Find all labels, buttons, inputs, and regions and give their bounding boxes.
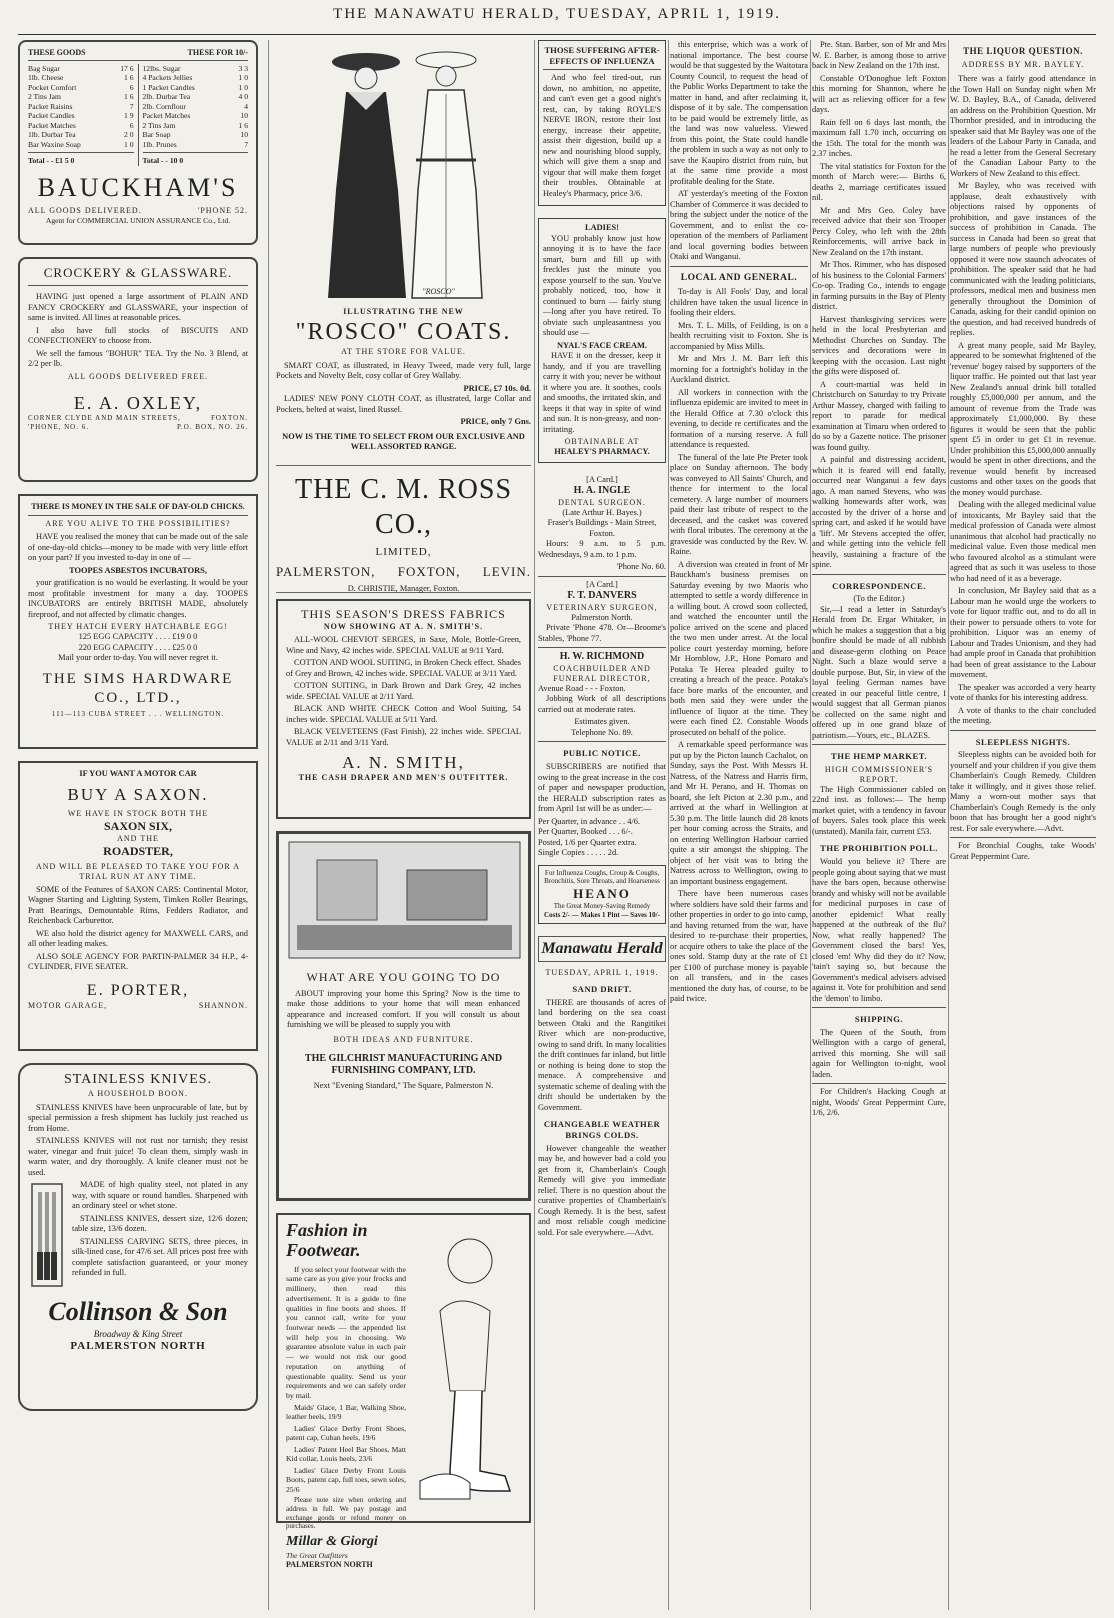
nyal-product: NYAL'S FACE CREAM. [556,340,648,350]
richmond-card [538,651,666,738]
smith-item: COTTON AND WOOL SUITING, in Broken Check effect. Shades of Grey and Brown, 42 inches wide. SPECIAL VALUE at 3/11 Yard. [286,658,521,678]
article-text: Pte. Stan. Barber, son of Mr and Mrs W. E. Barber, is among those to arrive back in New Zealand on the 17th inst. [812,40,946,70]
article-text: A diversion was created in front of Mr Bauckham's business premises on Saturday evening by two Maoris who attempted to settle a wordy difference in a willing bout. A crowd soon collected, and watched the encounter until the police arrived on the scene and placed the two men under arrest. At the local police court yesterday morning, before Mr Hornblow, J.P., Hone Pomaro and Potaka Te Herea pleaded guilty to creating a breach of the peace. Potaka's face bore marks of the encounter, and both men said they were under the influence of liquor at the time. They were each fined £2. Constable Woods prosecuted on behalf of the police. [670,559,808,737]
rosco-text: LADIES' NEW PONY CLOTH COAT, as illustrated, large Collar and Pockets, belted at waist, lined Russel. [276,394,531,414]
price-value: 1 6 [124,92,134,102]
millar-text: If you select your footwear with the same care as you give your frocks and millinery, then read this advertisement. It is a guide to fine qualities in fine boots and shoes. If you cannot call, write for your footwear needs — the appended list will help you in choosing. We guarantee absolute value in each pair — we would not risk our good reputation on anything of questionable quality. Send us your requirements and we can safely order by mail. [286,1264,406,1401]
notice-rate: Per Quarter, Booked . . . 6/-. [538,827,633,837]
article-text: The High Commissioner cabled on 22nd inst. as follows:— The hemp market quiet, with a tendency in favour of buyers. Sales took place this week (unstated). Manila fair, current £53. [812,784,946,836]
danvers-phone: Private 'Phone 478. Or—Broome's Stables, 'Phone 77. [538,623,666,643]
sims-text: your gratification is no would be everlasting. It would be your most profitable investment for many a day. TOOPES INCUBATORS are entirely BRITISH MADE, absolutely fireproof, and not affected by climatic changes. [28,578,248,619]
millar-address: PALMERSTON NORTH [286,1560,373,1570]
article-text: A painful and distressing accident, which it is feared will end fatally, occurred near Wanganui a few days ago. A man named Stevens, who was walking homewards after work, was accosted by the driver of a horse and spring cart, and asked if he would have a 'lift'. Mr Stevens accepted the offer, and while getting into the vehicle fell heavily, sustaining a fracture of the spine. [812,455,946,569]
sims-product: TOOPES ASBESTOS INCUBATORS, [69,565,207,575]
price-value: 4 0 [238,92,248,102]
article-text: Mr and Mrs Geo. Coley have received advice that their son Trooper Percy Coley, who left with the 28th Reinforcements, will arrive back in New Zealand on the 17th instant. [812,205,946,257]
gilchrist-text: ABOUT improving your home this Spring? Now is the time to make those additions to your home that will mean enhanced appearance and increased comfort. If you will consult us about furnishing we will be pleased to supply you with [287,988,520,1029]
article-text: Mr and Mrs J. M. Barr left this morning for a fortnight's holiday in the Auckland district. [670,354,808,385]
sleepless-head: SLEEPLESS NIGHTS. [975,736,1071,747]
column-4 [670,40,808,1610]
richmond-estimates: Estimates given. [574,717,630,727]
bauckham-total-left: Total - - £1 5 0 [28,156,75,166]
price-item: 2 Tins Jam [142,120,176,130]
price-item: Packet Matches [28,120,76,130]
porter-trial: AND WILL BE PLEASED TO TAKE YOU FOR A TRIAL RUN AT ANY TIME. [35,861,241,881]
article-text: Sir,—I read a letter in Saturday's Herald from Dr. Ergar Whitaker, in which he makes a suggestion that a big bonfire should be made of all rubbish and disease-germ clothing on Peace Night. Such a blaze would serve a double purpose. But, Sir, in view of the loyal feeling German names have created in our peaceful little centre, I would suggest that all German pianos be collected on the same night and offered up in one grand blaze of patriotism.—Yours, etc., BLAZES. [812,604,946,740]
price-value: 1 0 [238,73,248,83]
paper-title: Manawatu Herald [538,936,666,962]
richmond-name: H. W. RICHMOND [559,651,645,663]
hemp-sub: HIGH COMMISSIONER'S REPORT. [824,764,934,784]
danvers-name: F. T. DANVERS [567,590,637,602]
column-3 [538,40,666,1610]
ingle-address: Fraser's Buildings - Main Street, Foxton. [547,518,657,538]
smith-ad [276,599,531,819]
price-item: 1lb. Cheese [28,73,64,83]
smith-item: BLACK VELVETEENS (Fast Finish), 22 inches wide. SPECIAL VALUE at 2/11 and 3/11 Yard. [286,727,521,747]
price-item: Bag Sugar [28,64,60,73]
smith-item: ALL-WOOL CHEVIOT SERGES, in Saxe, Mole, Bottle-Green, Wine and Navy, 42 inches wide. SPECIAL VALUE at 9/11 Yard. [286,635,521,655]
porter-text: WE also hold the district agency for MAXWELL CARS, and all other leading makes. [28,928,248,949]
price-item: 4 Packets Jellies [142,73,193,83]
smith-title: THIS SEASON'S DRESS FABRICS [301,607,506,621]
column-rule [534,40,535,1610]
ingle-card [538,475,666,573]
oxley-title: CROCKERY & GLASSWARE. [28,265,248,286]
ross-manager: D. CHRISTIE, Manager, Foxton. [347,584,460,593]
sand-drift-head: SAND DRIFT. [572,983,632,994]
article-text: All workers in connection with the influenza epidemic are invited to meet in the Herald Office at 7.30 o'clock this evening, to decide re certificates and the formation of a nursing reserve. A full attendance is requested. [670,387,808,450]
furniture-illustration [287,840,522,960]
bauckham-total-right: Total - - 10 0 [142,156,184,166]
article-text: To-day is All Fools' Day, and local children have taken the usual licence in fooling their elders. [670,287,808,318]
richmond-title: COACHBUILDER AND FUNERAL DIRECTOR, [553,663,651,683]
danvers-card [538,580,666,645]
article-text: The Queen of the South, from Wellington with a cargo of general, arrived this morning. She will sail again for Wellington to-night, wool laden. [812,1027,946,1079]
oxley-text: We sell the famous "BOHUR" TEA. Try the No. 3 Blend, at 2/2 per lb. [28,348,248,369]
ross-town: PALMERSTON, [276,563,376,579]
price-value: 6 [129,82,134,92]
smith-name: A. N. SMITH, [342,753,465,772]
millar-item: Ladies' Patent Heel Bar Shoes, Matt Kid collar, Louis heels, 23/6 [286,1444,406,1464]
collinson-text: STAINLESS KNIVES, dessert size, 12/6 dozen; table size, 13/6 dozen. [72,1213,248,1233]
millar-name: Millar & Giorgi [286,1534,378,1550]
price-value: 3 3 [238,64,248,73]
collinson-title: STAINLESS KNIVES. [63,1072,213,1087]
nyal-ad [538,218,666,463]
article-text: A court-martial was held in Christchurch on Saturday to try Private Arthur Massey, charged with failing to report to parade for medical examination at Timaru when ordered to do so by a Gazette notice. The prisoner was found guilty. [812,379,946,452]
boot-illustration [410,1221,520,1511]
masthead-rule [18,34,1096,35]
bauckham-head-right: THESE FOR 10/- [187,48,248,57]
millar-item: Ladies' Glace Derby Front Shoes, patent cap, Cuban heels, 19/6 [286,1423,406,1443]
gilchrist-address: Next "Evening Standard," The Square, Palmerston N. [313,1080,494,1090]
price-item: 2lb. Durbar Tea [142,92,191,102]
bauckham-left-list [28,64,134,166]
nyal-obtain: OBTAINABLE AT [564,437,640,447]
price-item: 1 Packet Candles [142,82,195,92]
article-text: The vital statistics for Foxton for the month of March were:— Births 6, deaths 2, marriage certificates issued nil. [812,161,946,202]
smith-item: BLACK AND WHITE CHECK Cotton and Wool Suiting, 54 inches wide. SPECIAL VALUE at 5/11 Yard. [286,704,521,724]
article-text: Sleepless nights can be avoided both for yourself and your children if you give them Chamberlain's Cough Remedy. Children take it willingly, and it gives those relief. Many a worn-out mother says that Chamberlain's Cough Remedy is the only boon that has brought her a good night's rest. For sale everywhere.—Advt. [950,750,1096,833]
bauckham-phone: 'PHONE 52. [197,206,248,216]
ross-town: FOXTON, [397,563,461,579]
article-text: A remarkable speed performance was put up by the Picton launch Cachalot, on Sunday, says the Post. With Messrs H. Natress, of the Natress and Harris firm, and Mr H. Perano, and H. Thomas on board, she left Picton at 2.30 p.m., and arrived at the wharf in Wellington at 5.30 p.m. The little launch did 28 knots per hour coming across the Straits, and on entering Wellington Harbour carried quite a stir amongst the shipping. The object of her visit was to bring the Natress across to Wellington, owing to an important business engagement. [670,740,808,886]
local-general-head: LOCAL AND GENERAL. [680,272,798,283]
price-item: Bar Waxine Soap [28,139,81,149]
liquor-sub: ADDRESS BY MR. BAYLEY. [961,60,1085,70]
heano-brand: HEANO [573,886,631,902]
price-item: 12lbs. Sugar [142,64,181,73]
richmond-text: Jobbing Work of all descriptions carried out at moderate rates. [538,694,666,714]
coat-illustration [276,40,531,305]
royle-title: THOSE SUFFERING AFTER-EFFECTS OF INFLUENZA [544,45,660,66]
article-text: For Bronchial Coughs, take Woods' Great Peppermint Cure. [950,841,1096,861]
millar-item: Ladies' Glace Derby Front Louis Boots, patent cap, full toes, sewn soles, 25/6 [286,1465,406,1494]
notice-text: SUBSCRIBERS are notified that owing to the great increase in the cost of paper and newspaper production, the HERALD subscription rates as from April 1st will be as under:— [538,762,666,814]
porter-ad [18,761,258,1051]
nyal-shop: HEALEY'S PHARMACY. [554,447,650,457]
price-item: Packet Matches [142,111,191,121]
millar-note: Please note size when ordering and address in full. We pay postage and exchange goods or refund money on purchases. [286,1496,406,1531]
collinson-address: Broadway & King Street [93,1328,183,1339]
sims-ad [18,494,258,749]
porter-town: SHANNON. [198,1000,248,1010]
porter-garage: MOTOR GARAGE, [28,1000,108,1010]
collinson-text: STAINLESS KNIVES will not rust nor tarnish; they resist water, vinegar and fruit juice! To clean them, simply wash in warm water, and dry thoroughly. A knife cleaner must not be used. [28,1136,248,1177]
danvers-address: Palmerston North. [571,612,633,622]
sims-capacity: 220 EGG CAPACITY . . . . £25 0 0 [78,642,198,652]
column-rule [810,40,811,1610]
ross-limited: LIMITED, [375,546,432,558]
ingle-hours: Hours: 9 a.m. to 5 p.m. Wednesdays, 9 a.m. to 1 p.m. [538,539,666,559]
liquor-head: THE LIQUOR QUESTION. [963,46,1083,56]
oxley-delivered: ALL GOODS DELIVERED FREE. [67,371,209,381]
column-rule [268,40,269,1610]
ross-name: THE C. M. ROSS CO., [294,474,513,540]
oxley-box: P.O. BOX, NO. 26. [176,423,248,431]
millar-tag: The Great Outfitters [286,1550,348,1560]
oxley-text: I also have full stocks of BISCUITS AND CONFECTIONERY to choose from. [28,325,248,346]
price-value: 1 6 [124,73,134,83]
oxley-address: CORNER CLYDE AND MAIN STREETS, [28,414,181,423]
oxley-ad [18,257,258,482]
millar-ad [276,1213,531,1570]
sims-capacity: 125 EGG CAPACITY . . . . £19 0 0 [78,632,198,642]
gilchrist-title: WHAT ARE YOU GOING TO DO [306,969,501,984]
paper-date: TUESDAY, APRIL 1, 1919. [545,967,659,977]
smith-item: COTTON SUITING, in Dark Brown and Dark Grey, 42 inches wide. SPECIAL VALUE at 2/11 Yard. [286,681,521,701]
millar-item: Maids' Glace, 1 Bar, Walking Shoe, leather heels, 19/9 [286,1402,406,1422]
column-6 [950,40,1096,1610]
porter-roadster: ROADSTER, [103,843,173,858]
price-item: Packet Raisins [28,101,73,111]
nyal-title: LADIES! [585,223,619,233]
price-item: 1lb. Durbar Tea [28,130,76,140]
article-text: For Children's Hacking Cough at night, Woods' Great Peppermint Cure, 1/6, 2/6. [812,1087,946,1118]
sims-guarantee: THEY HATCH EVERY HATCHABLE EGG! [48,622,228,632]
collinson-text: MADE of high quality steel, not plated in any way, with square or round handles. Sharpened with an ordinary steel or whet stone. [72,1180,248,1210]
masthead: THE MANAWATU HERALD, TUESDAY, APRIL 1, 1919. [333,6,781,22]
price-value: 1 6 [238,120,248,130]
bauckham-head-left: THESE GOODS [28,48,86,57]
article-text: A great many people, said Mr Bayley, appeared to be somewhat frightened of the 'revenue' bogey raised by supporters of the liquor traffic. He pointed out that last year New Zealand's annual drink bill totalled roughly £5,000,000 per annum, and the amount of revenue from the Trade was approximately £1,000,000. By these figures it would be seen that the public spent £5 in order to get £1 in revenue. Under prohibition this £5,000,000 annually would be spent in other directions, and the revenue would benefit by increased customs and other taxes on the goods that the money would purchase. [950,340,1096,497]
sims-text: HAVE you realised the money that can be made out of the sale of one-day-old chicks—money to be made with very little effort on your part? If you invested to-day in one of — [28,532,248,563]
rosco-illustrating: ILLUSTRATING THE NEW [343,306,464,316]
heano-text: Costs 2/- — Makes 1 Pint — Saves 10/- [544,911,660,920]
ingle-phone: 'Phone No. 60. [616,562,666,572]
ross-ad [276,472,531,593]
rosco-title: "ROSCO" COATS. [295,318,512,345]
porter-stock: WE HAVE IN STOCK BOTH THE [67,808,209,818]
article-text: There have been numerous cases where soldiers have sold their farms and other properties in order to go into camp, and having returned from the war, have desired to re-purchase their properties, or acquire others to take the place of the ones sold. Stamp duty at the rate of £1 per £100 of purchase money is payable on all transfers, and in the cases mentioned the duty has, of course, to be paid twice. [670,889,808,1004]
column-5 [812,40,946,1610]
porter-name: E. PORTER, [86,981,190,999]
collinson-sub: A HOUSEHOLD BOON. [88,1088,188,1098]
price-value: 7 [244,139,248,149]
rosco-ad [276,40,531,466]
ingle-name: H. A. INGLE [573,485,631,497]
price-value: 7 [129,101,134,111]
price-value: 10 [240,111,248,121]
column-2 [276,40,531,1610]
gilchrist-both: BOTH IDEAS AND FURNITURE. [333,1034,474,1044]
collinson-text: STAINLESS CARVING SETS, three pieces, in silk-lined case, for 47/6 set. All prices post free with complete satisfaction guaranteed, or your money refunded in full. [72,1236,248,1277]
price-value: 17 6 [120,64,134,73]
smith-sub: NOW SHOWING AT A. N. SMITH'S. [323,622,484,631]
porter-text: ALSO SOLE AGENCY FOR PARTIN-PALMER 34 H.P., 4-CYLINDER, FIVE SEATER. [28,951,248,972]
price-value: 6 [129,120,134,130]
porter-and: AND THE [117,833,159,843]
danvers-card-label: [A Card.] [586,579,618,589]
hemp-head: THE HEMP MARKET. [831,751,927,762]
correspondence-head: CORRESPONDENCE. [832,580,926,591]
smith-tag: THE CASH DRAPER AND MEN'S OUTFITTER. [298,773,509,783]
rosco-sub: AT THE STORE FOR VALUE. [341,346,466,356]
column-rule [668,40,669,1610]
ingle-late: (Late Arthur H. Bayes.) [562,507,642,517]
column-rule [948,40,949,1610]
nyal-text: YOU probably know just how annoying it is to have the face smart, burn and fill up with freckles just the minute you expose yourself to the sun. You've probably noticed, too, how it continued to burn — fairly stung—long after you have retired. To obviate such unpleasantness you should use — [543,233,661,338]
oxley-name: E. A. OXLEY, [73,392,203,413]
price-item: 1lb. Prunes [142,139,177,149]
oxley-town: FOXTON. [210,414,248,423]
notice-title: PUBLIC NOTICE. [563,748,641,759]
rosco-text: SMART COAT, as illustrated, in Heavy Tweed, made very full, large Pockets and Novelty Belt, cosy collar of Grey Wallaby. [276,360,531,380]
gilchrist-ad [276,831,531,1201]
knives-illustration [28,1180,66,1290]
sims-sub: ARE YOU ALIVE TO THE POSSIBILITIES? [45,519,231,529]
sand-drift-text: THERE are thousands of acres of land bordering on the sea coast between Otaki and the Rangitikei River which are non-productive, owing to sand drift. In many localities the drift continues far inland, but little or nothing is being done to stop the menace. A comprehensive and systematic scheme of dealing with the drift should be undertaken by the Government. [538,997,666,1112]
rosco-caption: "ROSCO" [422,286,455,296]
richmond-phone: Telephone No. 89. [571,727,633,737]
bauckham-right-list [138,64,249,166]
prohibition-head: THE PROHIBITION POLL. [820,843,938,854]
royle-ad [538,40,666,206]
porter-text: SOME of the Features of SAXON CARS: Continental Motor, Wagner Starting and Lighting System, Timken Roller Bearings, Pratt Bearings, Demountable Rims, Fedders Radiator, and Reichenback Carburettor. [28,884,248,926]
sims-mail: Mail your order to-day. You will never regret it. [58,653,218,663]
bauckham-ad [18,40,258,245]
heano-text: The Great Money-Saving Remedy [553,902,651,911]
gilchrist-name: THE GILCHRIST MANUFACTURING AND FURNISHING COMPANY, LTD. [304,1052,503,1076]
oxley-phone: 'PHONE, NO. 6. [28,423,89,431]
sims-name: THE SIMS HARDWARE CO., LTD., [42,670,234,706]
price-value: 1 9 [124,111,134,121]
article-text: AT yesterday's meeting of the Foxton Chamber of Commerce it was decided to bring the subject under the notice of the Government, and to enlist the co-operation of the members of Parliament and local governing bodies between Otaki and Wanganui. [670,189,808,261]
notice-rate: Single Copies . . . . . 2d. [538,848,619,858]
article-text: Constable O'Donoghue left Foxton this morning for Shannon, where he will act as relieving officer for a few days. [812,73,946,114]
ingle-title: DENTAL SURGEON. [558,497,646,507]
notice-rate: Posted, 1/6 per Quarter extra. [538,837,637,847]
price-item: 2 Tins Jam [28,92,61,102]
article-text: The funeral of the late Pte Preter took place on Sunday afternoon. The body was conveyed to All Saints' Church, and thence for interment to the local cemetery. A large number of mourners paid their last tribute of respect to the deceased, and the casket was covered with floral tributes. The ceremony at the graveside was conducted by the Rev. W. Raine. [670,452,808,557]
article-text: Rain fell on 6 days last month, the maximum fall 1.70 inch, occurring on the 15th. The total for the month was 2.37 inches. [812,117,946,158]
sims-title: THERE IS MONEY IN THE SALE OF DAY-OLD CHICKS. [28,502,248,516]
column-1 [18,40,258,1610]
collinson-text: STAINLESS KNIVES have been unprocurable of late, but by special permission a fresh shipment has luckily just reached us from Home. [28,1102,248,1133]
price-value: 1 0 [124,139,134,149]
weather-text: However changeable the weather may be, and however bad a cold you get from it, Chamberlain's Cough Remedy will give you immediate relief. There is no question about the curative properties of Chamberlain's Cough Remedy. It is the best, safest and most reliable cough medicine sold. For sale everywhere.—Advt. [538,1143,666,1237]
article-text: There was a fairly good attendance in the Town Hall on Sunday night when Mr W. D. Bayley, B.A., of Canada, delivered an address on the Prohibition Question. Mr Thornbor presided, and in introducing the speaker said that Mr Bayley was one of the leaders of the Labour Party in Canada, and he read a letter from the General Secretary of the Canadian Labour Party to the Workers of New Zealand to this effect. [950,74,1096,178]
article-text: Mrs. T. L. Mills, of Feilding, is on a health recruiting visit to Foxton. She is accompanied by Miss Mills. [670,320,808,351]
collinson-city: PALMERSTON NORTH [70,1339,206,1352]
article-text: The speaker was accorded a very hearty vote of thanks for his interesting address. [950,682,1096,703]
porter-six: SAXON SIX, [103,818,172,833]
bauckham-delivered: ALL GOODS DELIVERED. [28,206,142,216]
oxley-text: HAVING just opened a large assortment of PLAIN AND FANCY CROCKERY and GLASSWARE, your inspection of same is invited. All lines at reasonable prices. [28,292,248,323]
price-item: 2lb. Cornflour [142,101,186,111]
article-text: Would you believe it? There are people going about saying that we must have the bars open, because otherwise brandy and whisky will not be available for medicinal purposes in case of another epidemic! What really happened at the outbreak of the flu? Now, what really happened? The Government closed the bars! Yes, closed 'em! Why did they do it? Now, 'tain't saying so, but because the Government's medical advisers advised against it. Vote for prohibition and send the 'demon' to limbo. [812,857,946,1003]
rosco-price: PRICE, £7 10s. 0d. [463,383,531,393]
porter-tag: IF YOU WANT A MOTOR CAR [79,769,197,778]
article-text: Dealing with the alleged medicinal value of intoxicants, Mr Bayley said that the medical profession of Canada were almost unanimous that alcohol had practically no medicinal value. Even those medical men who favoured alcohol as a stimulant were agreed that as such it was useless to those who had need of it as a beverage. [950,500,1096,583]
article-text: this enterprise, which was a work of national importance. The best course would be that suggested by the Waitotara County Council, to request the head of the Public Works Department to take the matter in hand, and after reclaiming it, dispose of it by sale. The compensation to be paid would be extremely little, as the land was now valueless. Viewed from this point, the State could handle the problem in such a way as not only to save the Kaupiro district from ruin, but at the same time provide a most profitable dealing for the State. [670,40,808,186]
price-value: 2 0 [124,130,134,140]
article-text: Mr Bayley, who was received with applause, dealt exhaustively with objections raised by opponents of prohibition, and gave instances of the success of prohibition in Canada. The success in Canada had been so great that large numbers of people who previously opposed it were now staunch advocates of prohibition. The speaker said that he had communicated with the leading politicians, professors, medical men and business men generally throughout the Dominion of Canada, asking for their candid opinion on the question, and had received hundreds of replies. [950,181,1096,338]
price-item: Packet Candles [28,111,75,121]
porter-buy: BUY A SAXON. [67,784,209,804]
heano-ad [538,865,666,924]
heano-text: For Influenza Coughs, Croup & Coughs, Bronchitis, Sore Throats, and Hoarseness [544,868,660,886]
royle-text: And who feel tired-out, run down, no ambition, no appetite, and can't even get a good night's rest, can, by taking ROYLE'S NERVE IRON, restore their lost energy, increase their appetite, assist their digestion, build up a new and nourishing blood supply, which will give them a snap and vigour that will make them forget their troubles. Obtainable at Healey's Pharmacy, price 3/6. [543,73,661,198]
rosco-price: PRICE, only 7 Gns. [460,417,531,426]
rosco-now: NOW IS THE TIME TO SELECT FROM OUR EXCLUSIVE AND WELL ASSORTED RANGE. [282,431,525,451]
collinson-ad [18,1063,258,1411]
notice-rate: Per Quarter, in advance . . 4/6. [538,816,640,826]
bauckham-name: BAUCKHAM'S [37,172,239,202]
richmond-address: Avenue Road - - - Foxton. [538,683,626,693]
price-value: 4 [244,101,248,111]
millar-title: Fashion in Footwear. [286,1220,368,1260]
danvers-title: VETERINARY SURGEON, [546,602,658,612]
article-text: Harvest thanksgiving services were held in the local Presbyterian and Methodist Churches on Sunday. The services and decorations were in keeping with the occasion. Last night the gifts were disposed of. [812,314,946,376]
price-item: Pocket Comfort [28,82,77,92]
correspondence-editor: (To the Editor.) [853,594,905,604]
shipping-head: SHIPPING. [854,1014,904,1025]
public-notice [538,748,666,858]
nyal-text: HAVE it on the dresser, keep it handy, and if you are travelling carry it with you; never be without it where you are. It soothes, cools and smooths, the irritated skin, and keeps it that way in spite of wind and sun. It is non-greasy, and non-irritating. [543,351,661,434]
price-item: Bar Soap [142,130,171,140]
sims-address: 111—113 CUBA STREET . . . WELLINGTON. [51,710,225,719]
collinson-name: Collinson & Son [48,1297,228,1326]
ingle-card-label: [A Card.] [586,474,618,484]
article-text: A vote of thanks to the chair concluded the meeting. [950,705,1096,726]
price-value: 1 0 [238,82,248,92]
ross-town: LEVIN. [482,563,531,579]
weather-head: CHANGEABLE WEATHER BRINGS COLDS. [543,1119,661,1140]
article-text: Mr Thos. Rimmer, who has disposed of his business to the Colonial Farmers' Co-op. Trading Co., intends to engage in farming pursuits in the Bay of Plenty district. [812,260,946,311]
price-value: 10 [240,130,248,140]
bauckham-agent: Agent for COMMERCIAL UNION ASSURANCE Co., Ltd. [45,216,231,226]
article-text: In conclusion, Mr Bayley said that as a Labour man he would urge the workers to vote for liquor traffic out, and to do all in their power to persuade others to vote for prohibition. Liquor was an enemy of Labour and Trades Unionism, and they had had ample proof in Canada that prohibition had been of great assistance to the Labour movement. [950,586,1096,680]
